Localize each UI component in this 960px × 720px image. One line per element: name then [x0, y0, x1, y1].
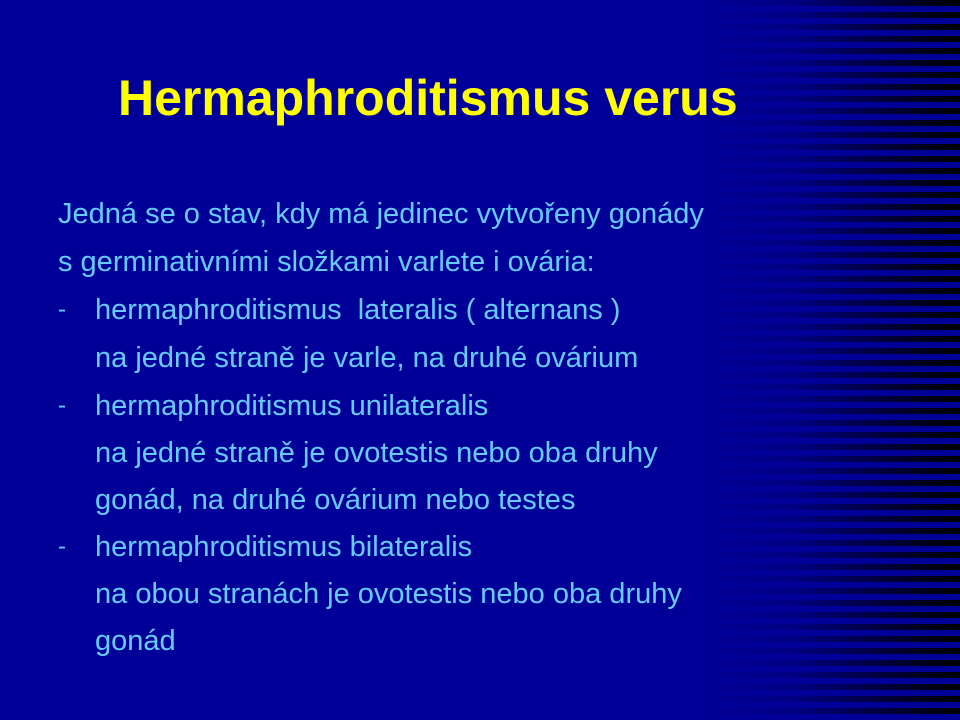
list-item-line: na obou stranách je ovotestis nebo oba druhy — [95, 578, 682, 610]
slide-body — [58, 190, 938, 664]
slide-title: Hermaphroditismus verus — [118, 70, 738, 126]
list-item-line: gonád, na druhé ovárium nebo testes — [95, 484, 576, 516]
list-item-line: hermaphroditismus unilateralis — [95, 390, 489, 422]
list-item-text — [95, 382, 938, 523]
list-dash: - — [58, 533, 66, 560]
intro-line: Jedná se o stav, kdy má jedinec vytvořeny gonády — [58, 198, 704, 230]
list-item — [58, 382, 938, 523]
intro-line: s germinativními složkami varlete i ovária: — [58, 246, 595, 278]
list-item-text — [95, 523, 938, 664]
list-item-line: gonád — [95, 625, 176, 657]
list-item — [58, 286, 938, 382]
list-item-line: hermaphroditismus bilateralis — [95, 531, 473, 563]
list-item-text — [95, 286, 938, 382]
list-item — [58, 523, 938, 664]
list-dash: - — [58, 392, 66, 419]
list-item-line: na jedné straně je varle, na druhé ovárium — [95, 342, 639, 374]
list-item-line: hermaphroditismus lateralis ( alternans ) — [95, 294, 621, 326]
list-dash: - — [58, 296, 66, 323]
list-item-line: na jedné straně je ovotestis nebo oba druhy — [95, 437, 658, 469]
